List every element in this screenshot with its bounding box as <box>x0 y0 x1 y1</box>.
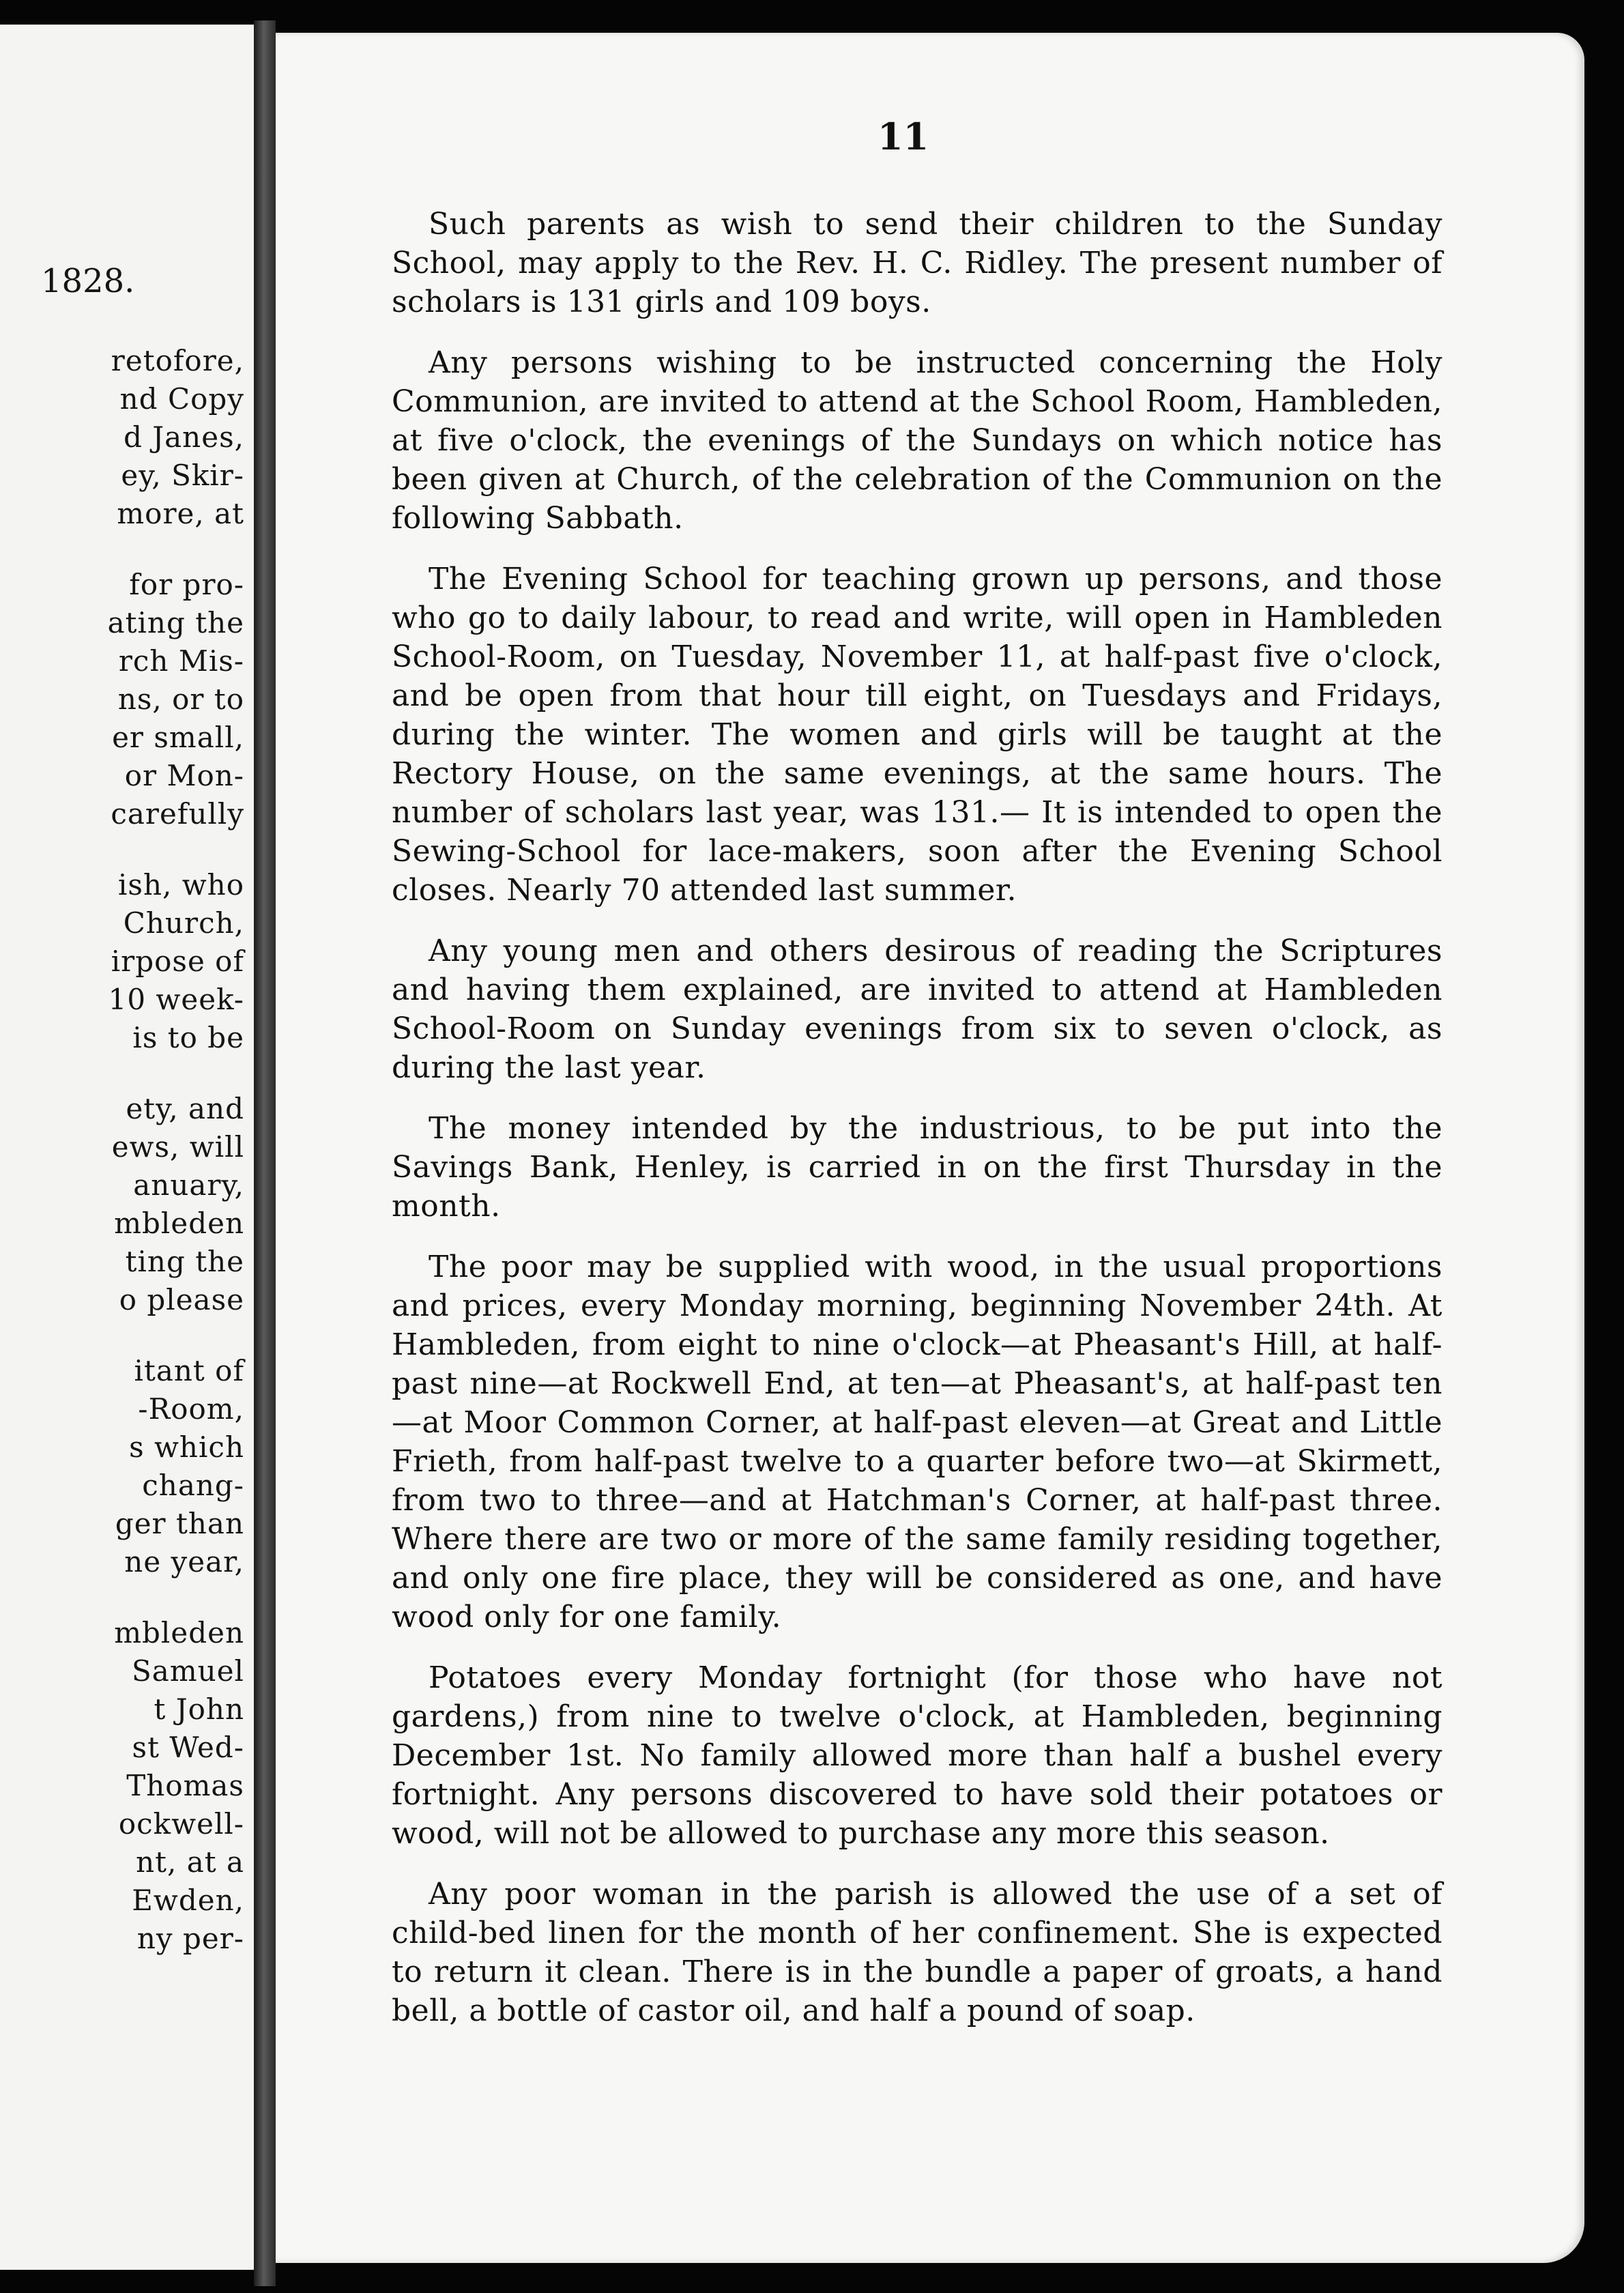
left-page-line: ny per- <box>136 1922 244 1955</box>
left-page-line: Thomas <box>126 1769 244 1802</box>
left-page-year: 1828. <box>41 262 135 300</box>
paragraph-sunday-school: Such parents as wish to send their children to the Sunday School, may apply to the Rev. H. C. Ridley. The present number of scholars is 131 girls and 109 boys. <box>392 207 1442 319</box>
left-page <box>0 25 254 2270</box>
left-page-line: more, at <box>117 497 244 530</box>
left-page-line: s which <box>129 1430 244 1464</box>
book-gutter <box>254 20 276 2286</box>
left-page-line: o please <box>119 1283 244 1316</box>
left-page-line: st Wed- <box>132 1731 244 1764</box>
left-page-line: rch Mis- <box>118 644 244 678</box>
left-page-line: er small, <box>112 721 244 754</box>
left-page-line: ating the <box>107 606 244 639</box>
left-page-line: ns, or to <box>117 682 244 716</box>
left-page-line: for pro- <box>129 568 244 601</box>
left-page-line: Church, <box>123 906 244 940</box>
paragraph-evening-school: The Evening School for teaching grown up persons, and those who go to daily labour, to read and write, will open in Hambleden School-Room, on Tuesday, November 11, at half-past five o'clock, and be open from that hour till eight, on Tuesdays and Fridays, during the winter. The women and girls will be taught at the Rectory House, on the same evenings, at the same hours. The number of scholars last year, was 131.— It is intended to open the Sewing-School for lace-makers, soon after the Evening School closes. Nearly 70 attended last summer. <box>392 562 1442 908</box>
left-page-line: Ewden, <box>132 1884 244 1917</box>
left-page-line: itant of <box>134 1354 244 1387</box>
left-page-line: is to be <box>132 1021 244 1054</box>
left-page-line: 10 week- <box>108 983 244 1016</box>
left-page-line: ger than <box>115 1507 244 1540</box>
left-page-line: ey, Skir- <box>121 459 244 492</box>
paragraph-potatoes: Potatoes every Monday fortnight (for those who have not gardens,) from nine to twelve o'clock, at Hambleden, beginning December 1st. No family allowed more than half a bushel every fortnight. Any persons discovered to have sold their potatoes or wood, will not be allowed to purchase any more this season. <box>392 1660 1442 1851</box>
left-page-line: chang- <box>142 1469 244 1502</box>
left-page-line: anuary, <box>133 1168 244 1202</box>
left-page-line: ety, and <box>126 1092 244 1125</box>
left-page-line: mbleden <box>114 1207 244 1240</box>
left-page-line: nt, at a <box>136 1845 244 1879</box>
page-text <box>392 205 1442 2052</box>
left-page-line: ockwell- <box>118 1807 244 1841</box>
left-page-line: mbleden <box>114 1616 244 1649</box>
paragraph-scripture-reading: Any young men and others desirous of reading the Scriptures and having them explained, are invited to attend at Hambleden School-Room on Sunday evenings from six to seven o'clock, as during the last year. <box>392 934 1442 1085</box>
left-page-line: t John <box>154 1692 244 1726</box>
left-page-line: retofore, <box>111 344 244 377</box>
page-number: 11 <box>878 115 929 158</box>
paragraph-child-bed-linen: Any poor woman in the parish is allowed the use of a set of child-bed linen for the month of her confinement. She is expected to return it clean. There is in the bundle a paper of groats, a hand bell, a bottle of castor oil, and half a pound of soap. <box>392 1877 1442 2028</box>
left-page-line: ting the <box>125 1245 244 1278</box>
paragraph-savings-bank: The money intended by the industrious, to be put into the Savings Bank, Henley, is carried in on the first Thursday in the month. <box>392 1111 1442 1224</box>
left-page-line: d Janes, <box>124 420 244 454</box>
paragraph-holy-communion: Any persons wishing to be instructed concerning the Holy Communion, are invited to attend at the School Room, Hambleden, at five o'clock, the evenings of the Sundays on which notice has been given at Church, of the celebration of the Communion on the following Sabbath. <box>392 345 1442 536</box>
left-page-line: ne year, <box>124 1545 244 1578</box>
left-page-line: carefully <box>111 797 244 831</box>
left-page-line: nd Copy <box>119 382 244 416</box>
left-page-line: ews, will <box>111 1130 244 1164</box>
left-page-line: -Room, <box>138 1392 244 1426</box>
paragraph-wood-supply: The poor may be supplied with wood, in the usual proportions and prices, every Monday morning, beginning November 24th. At Hambleden, from eight to nine o'clock—at Pheasant's Hill, at half-past nine—at Rockwell End, at ten—at Pheasant's, at half-past ten—at Moor Common Corner, at half-past eleven—at Great and Little Frieth, from half-past twelve to a quarter before two—at Skirmett, from two to three—and at Hatchman's Corner, at half-past three. Where there are two or more of the same family residing together, and only one fire place, they will be considered as one, and have wood only for one family. <box>392 1250 1442 1634</box>
left-page-line: Samuel <box>132 1654 244 1688</box>
left-page-line: ish, who <box>117 868 244 902</box>
left-page-line: or Mon- <box>124 759 244 792</box>
left-page-line: irpose of <box>111 944 244 978</box>
